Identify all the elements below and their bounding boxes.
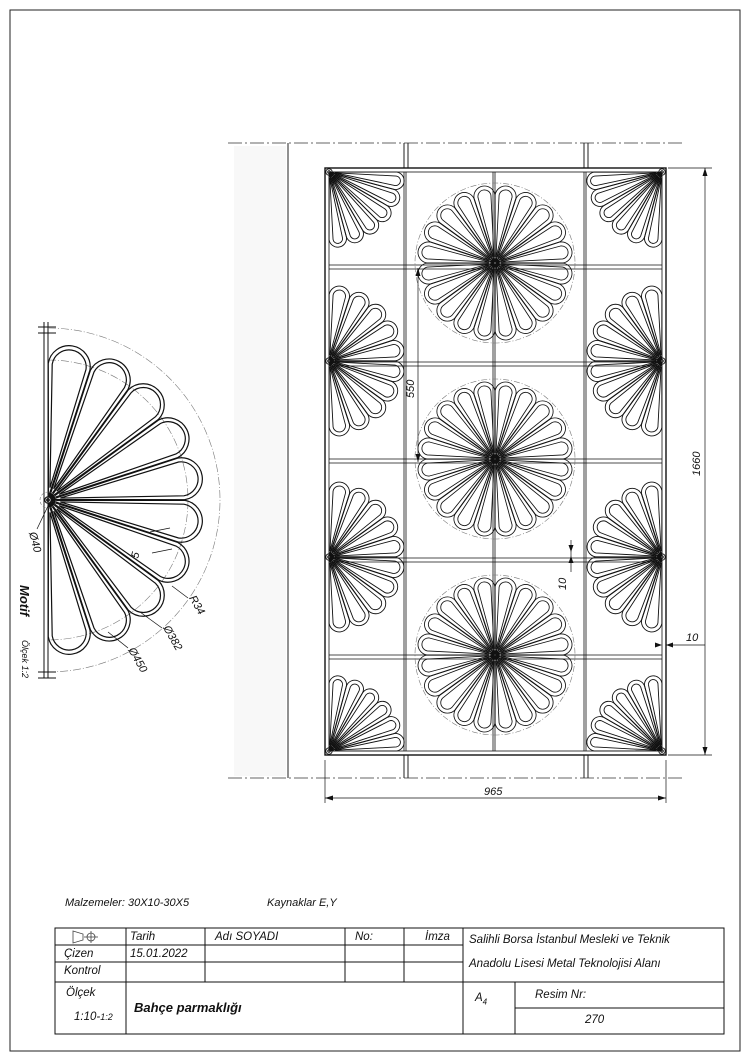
motif-dim-d40: Ø40 bbox=[26, 530, 44, 554]
tb-drawing-no-label: Resim Nr: bbox=[535, 989, 587, 1001]
tb-header-name: Adı SOYADI bbox=[215, 931, 279, 943]
panel-dim-spacing: 550 bbox=[405, 379, 417, 398]
petal-inner bbox=[496, 190, 512, 257]
motif-scale: Ölçek 1:2 bbox=[20, 640, 30, 679]
motif-detail-drawing bbox=[37, 322, 220, 678]
tb-header-signature: İmza bbox=[425, 931, 450, 943]
tb-drawn-by-label: Çizen bbox=[64, 948, 94, 960]
panel-dim-thickness-b: 10 bbox=[686, 632, 699, 644]
petal-inner bbox=[501, 264, 568, 280]
garden-railing-panel bbox=[325, 168, 666, 755]
petal-inner bbox=[422, 264, 489, 280]
petal-inner bbox=[60, 502, 198, 538]
tb-checked-by-label: Kontrol bbox=[64, 965, 101, 977]
petal-inner bbox=[478, 582, 494, 649]
petal-inner bbox=[645, 367, 661, 432]
petal-inner bbox=[50, 512, 86, 650]
petal-inner bbox=[645, 486, 661, 551]
tb-drawing-title: Bahçe parmaklığı bbox=[134, 1000, 242, 1015]
petal-inner bbox=[330, 290, 346, 355]
petal-inner bbox=[591, 558, 656, 574]
petal-inner bbox=[422, 638, 489, 654]
petal-inner bbox=[501, 656, 568, 672]
tb-school-line2: Anadolu Lisesi Metal Teknolojisi Alanı bbox=[469, 958, 661, 970]
petal-inner bbox=[330, 367, 346, 432]
petal-inner bbox=[335, 362, 400, 378]
motif-dim-d382: Ø382 bbox=[160, 623, 185, 653]
corner-fan bbox=[326, 169, 404, 247]
side-fan bbox=[587, 286, 665, 436]
petal-inner bbox=[496, 582, 512, 649]
petal-inner bbox=[501, 442, 568, 458]
petal-inner bbox=[60, 462, 198, 498]
petal-inner bbox=[335, 344, 400, 360]
petal-inner bbox=[478, 269, 494, 336]
petal-inner bbox=[57, 509, 161, 613]
petal-inner bbox=[335, 558, 400, 574]
welds-note: Kaynaklar E,Y bbox=[267, 897, 337, 909]
petal-inner bbox=[591, 540, 656, 556]
petal-inner bbox=[496, 661, 512, 728]
petal-inner bbox=[422, 442, 489, 458]
tb-header-no: No: bbox=[355, 931, 373, 943]
petal-inner bbox=[496, 465, 512, 532]
panel-dim-width: 965 bbox=[484, 786, 503, 798]
leader-r34 bbox=[172, 586, 188, 598]
petal-inner bbox=[478, 190, 494, 257]
projection-symbol-icon bbox=[73, 931, 98, 943]
panel-dim-height: 1660 bbox=[691, 451, 703, 476]
tb-scale-value bbox=[74, 1011, 113, 1024]
petal-inner bbox=[591, 362, 656, 378]
tb-drawing-no-value: 270 bbox=[585, 1014, 605, 1026]
petal-inner bbox=[330, 486, 346, 551]
motif-dim-5: 5 bbox=[129, 550, 143, 560]
tb-date-value: 15.01.2022 bbox=[130, 948, 188, 960]
motif-dim-r34: R34 bbox=[186, 593, 207, 617]
petal-inner bbox=[57, 388, 161, 492]
side-fan bbox=[587, 482, 665, 632]
materials-note: Malzemeler: 30X10-30X5 bbox=[65, 897, 190, 909]
petal-inner bbox=[645, 563, 661, 628]
tb-paper-size bbox=[475, 992, 487, 1008]
petal-inner bbox=[330, 563, 346, 628]
petal-inner bbox=[645, 290, 661, 355]
motif-half-fan bbox=[45, 346, 203, 655]
tb-header-date: Tarih bbox=[130, 931, 156, 943]
leader-d40 bbox=[37, 506, 48, 529]
corner-fan bbox=[587, 676, 665, 754]
tb-scale-value-main: 1:10- bbox=[74, 1011, 101, 1023]
corner-fan bbox=[326, 676, 404, 754]
petal-inner bbox=[478, 465, 494, 532]
corner-fan bbox=[587, 169, 665, 247]
petal-inner bbox=[501, 246, 568, 262]
tb-scale-label: Ölçek bbox=[66, 987, 96, 999]
petal-inner bbox=[501, 460, 568, 476]
petal-inner bbox=[422, 460, 489, 476]
panel-dim-thickness-a: 10 bbox=[557, 577, 569, 590]
side-fan bbox=[326, 286, 404, 436]
tb-school-line1: Salihli Borsa İstanbul Mesleki ve Teknik bbox=[469, 934, 670, 946]
tb-scale-value-detail: 1:2 bbox=[100, 1012, 113, 1022]
tb-paper-letter: A bbox=[475, 992, 483, 1004]
petal-inner bbox=[591, 344, 656, 360]
petal-inner bbox=[496, 269, 512, 336]
tb-paper-number: 4 bbox=[482, 997, 488, 1007]
petal-inner bbox=[422, 246, 489, 262]
motif-title: Motif bbox=[17, 585, 32, 617]
petal-inner bbox=[478, 661, 494, 728]
petal-inner bbox=[478, 386, 494, 453]
side-fan bbox=[326, 482, 404, 632]
petal-inner bbox=[422, 656, 489, 672]
petal-inner bbox=[501, 638, 568, 654]
motif-dim-d450: Ø450 bbox=[125, 645, 150, 675]
petal-inner bbox=[335, 540, 400, 556]
petal-inner bbox=[50, 350, 86, 488]
petal-inner bbox=[496, 386, 512, 453]
leader-5 bbox=[152, 549, 172, 553]
